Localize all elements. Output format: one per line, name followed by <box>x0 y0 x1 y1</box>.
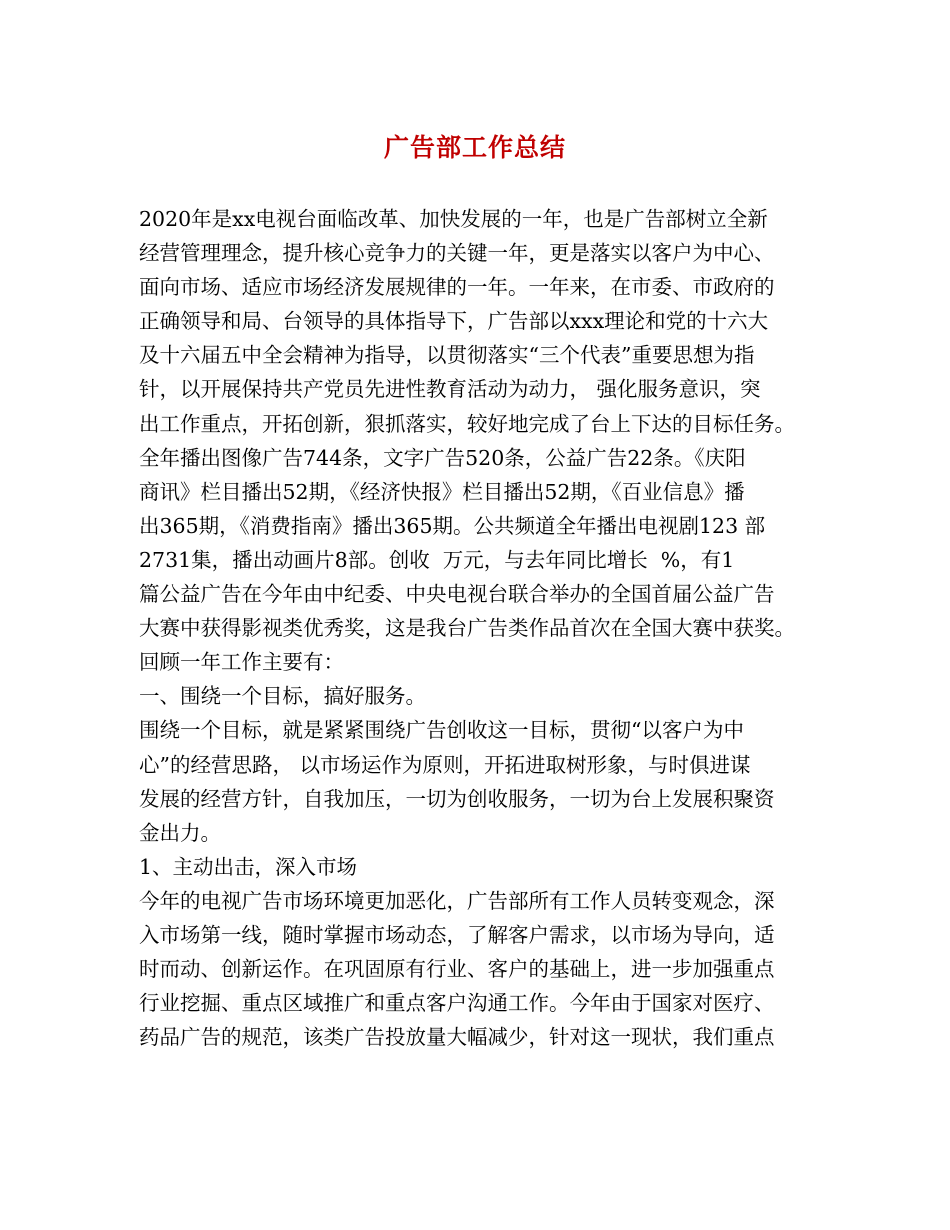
body-line: 时而动、创新运作。在巩固原有行业、客户的基础上，进一步加强重点 <box>139 957 775 982</box>
section-heading: 一、围绕一个目标，搞好服务。 <box>139 684 426 709</box>
body-line: 金出力。 <box>139 820 221 845</box>
body-line: 大赛中获得影视类优秀奖，这是我台广告类作品首次在全国大赛中获奖。 <box>139 616 795 641</box>
body-line: 2731集，播出动画片8部。创收 万元，与去年同比增长 %，有1 <box>139 547 735 572</box>
body-line: 2020年是xx电视台面临改革、加快发展的一年，也是广告部树立全新 <box>139 207 768 231</box>
body-line: 及十六届五中全会精神为指导，以贯彻落实“三个代表”重要思想为指 <box>139 343 755 368</box>
body-line: 商讯》栏目播出52期，《经济快报》栏目播出52期，《百业信息》播 <box>139 479 745 504</box>
body-line: 全年播出图像广告744条，文字广告520条，公益广告22条。《庆阳 <box>139 445 746 470</box>
body-line: 回顾一年工作主要有： <box>139 650 344 675</box>
body-line: 出365期，《消费指南》播出365期。公共频道全年播出电视剧123 部 <box>139 513 766 538</box>
body-line: 围绕一个目标，就是紧紧围绕广告创收这一目标，贯彻“以客户为中 <box>139 718 744 743</box>
document-title: 广告部工作总结 <box>383 133 566 162</box>
body-line: 药品广告的规范，该类广告投放量大幅减少，针对这一现状，我们重点 <box>139 1025 775 1050</box>
body-line: 出工作重点，开拓创新，狠抓落实，较好地完成了台上下达的目标任务。 <box>139 411 795 436</box>
body-line: 心”的经营思路， 以市场运作为原则，开拓进取树形象，与时俱进谋 <box>139 752 751 777</box>
subsection-heading: 1、主动出击，深入市场 <box>139 854 358 879</box>
body-line: 面向市场、适应市场经济发展规律的一年。一年来，在市委、市政府的 <box>139 275 775 300</box>
body-line: 正确领导和局、台领导的具体指导下，广告部以xxx理论和党的十六大 <box>139 309 769 334</box>
body-line: 入市场第一线，随时掌握市场动态，了解客户需求，以市场为导向，适 <box>139 922 775 947</box>
body-line: 经营管理理念，提升核心竞争力的关键一年，更是落实以客户为中心、 <box>139 241 775 266</box>
document-body <box>139 202 839 1054</box>
body-line: 发展的经营方针，自我加压，一切为创收服务，一切为台上发展积聚资 <box>139 786 775 811</box>
body-line: 今年的电视广告市场环境更加恶化，广告部所有工作人员转变观念，深 <box>139 888 775 913</box>
body-line: 针，以开展保持共产党员先进性教育活动为动力， 强化服务意识，突 <box>139 377 761 402</box>
body-line: 行业挖掘、重点区域推广和重点客户沟通工作。今年由于国家对医疗、 <box>139 991 775 1016</box>
body-line: 篇公益广告在今年由中纪委、中央电视台联合举办的全国首届公益广告 <box>139 582 775 607</box>
